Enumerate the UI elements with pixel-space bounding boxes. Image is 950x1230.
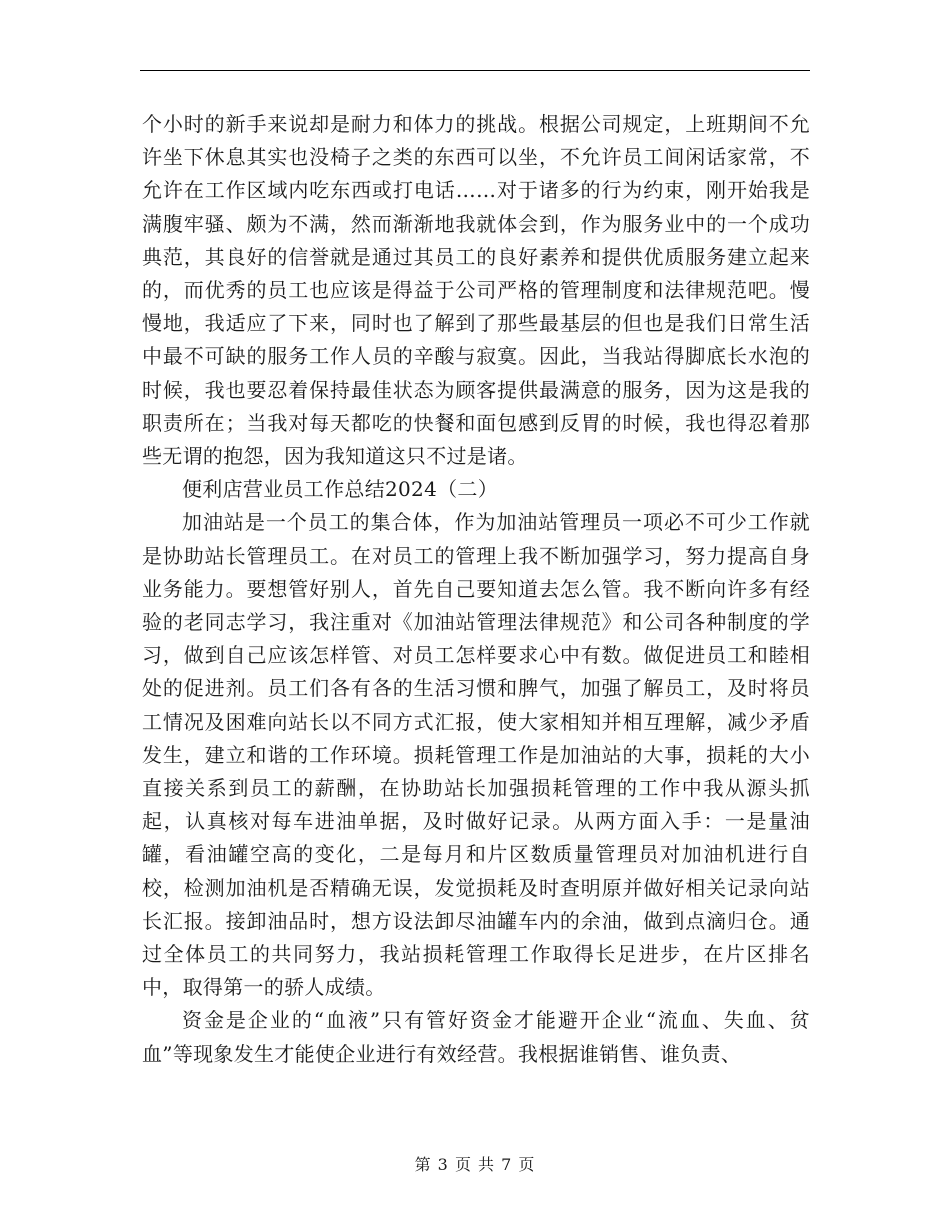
section-heading: 便利店营业员工作总结2024（二） — [182, 477, 498, 502]
paragraph-1: 个小时的新手来说却是耐力和体力的挑战。根据公司规定，上班期间不允许坐下休息其实也没椅子之类的东西可以坐，不允许员工间闲话家常，不允许在工作区域内吃东西或打电话……对于诸多的行为约束，刚开始我是满腹牢骚、颇为不满，然而渐渐地我就体会到，作为服务业中的一个成功典范，其良好的信誉就是通过其员工的良好素养和提供优质服务建立起来的，而优秀的员工也应该是得益于公司严格的管理制度和法律规范吧。慢慢地，我适应了下来，同时也了解到了那些最基层的但也是我们日常生活中最不可缺的服务工作人员的辛酸与寂寞。因此，当我站得脚底长水泡的时候，我也要忍着保持最佳状态为顾客提供最满意的服务，因为这是我的职责所在；当我对每天都吃的快餐和面包感到反胃的时候，我也得忍着那些无谓的抱怨，因为我知道这只不过是诸。 — [142, 112, 810, 469]
paragraph-2: 加油站是一个员工的集合体，作为加油站管理员一项必不可少工作就是协助站长管理员工。在对员工的管理上我不断加强学习，努力提高自身业务能力。要想管好别人，首先自己要知道去怎么管。我不断向许多有经验的老同志学习，我注重对《加油站管理法律规范》和公司各种制度的学习，做到自己应该怎样管、对员工怎样要求心中有数。做促进员工和睦相处的促进剂。员工们各有各的生活习惯和脾气，加强了解员工，及时将员工情况及困难向站长以不同方式汇报，使大家相知并相互理解，减少矛盾发生，建立和谐的工作环境。损耗管理工作是加油站的大事，损耗的大小直接关系到员工的薪酬，在协助站长加强损耗管理的工作中我从源头抓起，认真核对每车进油单据，及时做好记录。从两方面入手：一是量油罐，看油罐空高的变化，二是每月和片区数质量管理员对加油机进行自校，检测加油机是否精确无误，发觉损耗及时查明原并做好相关记录向站长汇报。接卸油品时，想方设法卸尽油罐车内的余油，做到点滴归仓。通过全体员工的共同努力，我站损耗管理工作取得长足进步，在片区排名中，取得第一的骄人成绩。 — [142, 510, 810, 1000]
header-rule — [140, 70, 810, 71]
page-number-label: 第 3 页 共 7 页 — [414, 1155, 536, 1174]
document-body — [142, 108, 810, 1071]
paragraph-3: 资金是企业的“血液”只有管好资金才能避开企业“流血、失血、贫血”等现象发生才能使企业进行有效经营。我根据谁销售、谁负责、 — [142, 1008, 810, 1066]
page-footer — [0, 1154, 950, 1176]
